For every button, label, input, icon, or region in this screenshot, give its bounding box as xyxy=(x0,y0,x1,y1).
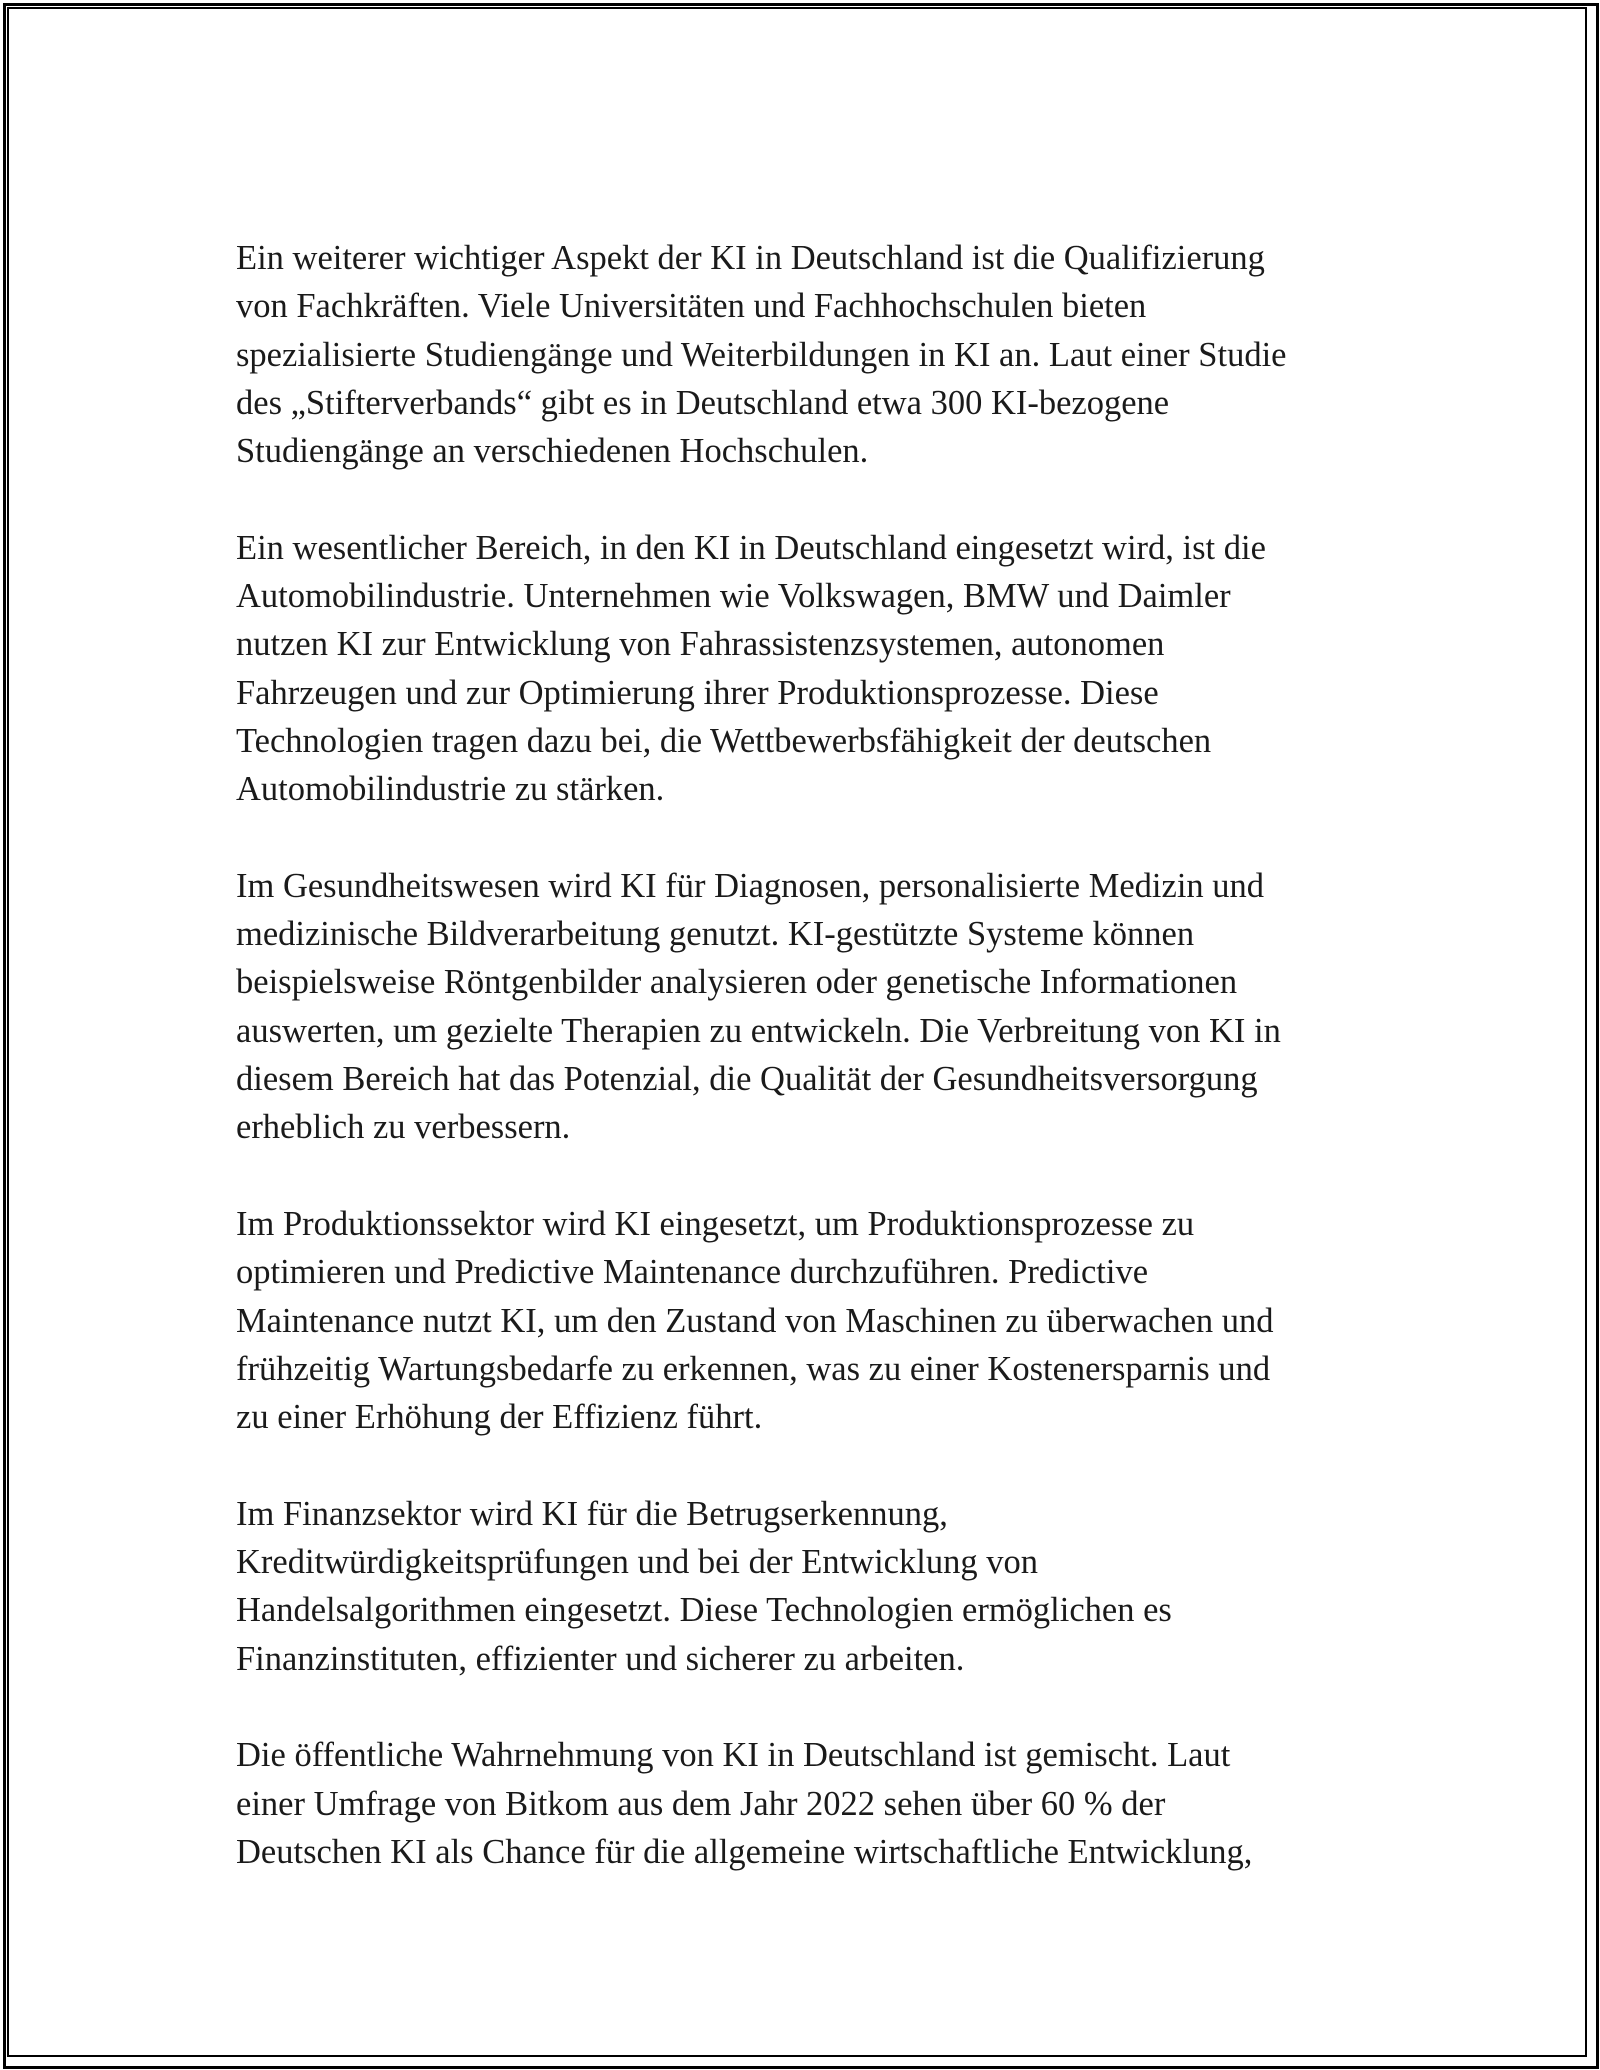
text-line: Ein weiterer wichtiger Aspekt der KI in Deutschland ist die Qualifizierung xyxy=(236,239,1265,277)
text-line: erheblich zu verbessern. xyxy=(236,1108,571,1147)
text-line: zu einer Erhöhung der Effizienz führt. xyxy=(236,1398,763,1437)
text-line: diesem Bereich hat das Potenzial, die Qualität der Gesundheitsversorgung xyxy=(236,1060,1258,1099)
text-line: Studiengänge an verschiedenen Hochschulen. xyxy=(236,432,869,471)
paragraph-automotive xyxy=(236,524,1366,814)
text-line: Die öffentliche Wahrnehmung von KI in Deutschland ist gemischt. Laut xyxy=(236,1736,1231,1775)
text-line: nutzen KI zur Entwicklung von Fahrassistenzsystemen, autonomen xyxy=(236,625,1165,664)
text-line: des „Stifterverbands“ gibt es in Deutschland etwa 300 KI-bezogene xyxy=(236,383,1170,422)
text-line: optimieren und Predictive Maintenance durchzuführen. Predictive xyxy=(236,1253,1149,1292)
text-line: Finanzinstituten, effizienter und sicherer zu arbeiten. xyxy=(236,1639,965,1678)
text-line: beispielsweise Röntgenbilder analysieren oder genetische Informationen xyxy=(236,963,1238,1002)
text-line: Automobilindustrie. Unternehmen wie Volkswagen, BMW und Daimler xyxy=(236,577,1231,616)
text-line: Maintenance nutzt KI, um den Zustand von Maschinen zu überwachen und xyxy=(236,1301,1274,1340)
text-line: Automobilindustrie zu stärken. xyxy=(236,770,665,809)
paragraph-public-perception xyxy=(236,1731,1366,1876)
paragraph-production xyxy=(236,1200,1366,1441)
text-line: Deutschen KI als Chance für die allgemeine wirtschaftliche Entwicklung, xyxy=(236,1832,1253,1871)
text-line: Im Gesundheitswesen wird KI für Diagnosen, personalisierte Medizin und xyxy=(236,866,1265,905)
text-line: frühzeitig Wartungsbedarfe zu erkennen, was zu einer Kostenersparnis und xyxy=(236,1349,1271,1388)
text-line: von Fachkräften. Viele Universitäten und Fachhochschulen bieten xyxy=(236,287,1147,326)
text-line: medizinische Bildverarbeitung genutzt. KI-gestützte Systeme können xyxy=(236,915,1195,954)
text-line: Technologien tragen dazu bei, die Wettbewerbsfähigkeit der deutschen xyxy=(236,721,1212,760)
text-line: Im Produktionssektor wird KI eingesetzt, um Produktionsprozesse zu xyxy=(236,1204,1195,1243)
paragraph-qualification xyxy=(236,234,1366,475)
text-line: Handelsalgorithmen eingesetzt. Diese Technologien ermöglichen es xyxy=(236,1591,1172,1630)
text-line: Ein wesentlicher Bereich, in den KI in Deutschland eingesetzt wird, ist die xyxy=(236,528,1266,567)
text-line: auswerten, um gezielte Therapien zu entwickeln. Die Verbreitung von KI in xyxy=(236,1011,1281,1050)
text-line: Kreditwürdigkeitsprüfungen und bei der Entwicklung von xyxy=(236,1543,1038,1582)
paragraph-finance xyxy=(236,1490,1366,1683)
text-line: Fahrzeugen und zur Optimierung ihrer Produktionsprozesse. Diese xyxy=(236,673,1159,712)
text-line: einer Umfrage von Bitkom aus dem Jahr 2022 sehen über 60 % der xyxy=(236,1784,1166,1823)
text-line: Im Finanzsektor wird KI für die Betrugserkennung, xyxy=(236,1494,948,1533)
text-line: spezialisierte Studiengänge und Weiterbildungen in KI an. Laut einer Studie xyxy=(236,335,1287,374)
document-body xyxy=(236,234,1366,1924)
paragraph-healthcare xyxy=(236,862,1366,1152)
